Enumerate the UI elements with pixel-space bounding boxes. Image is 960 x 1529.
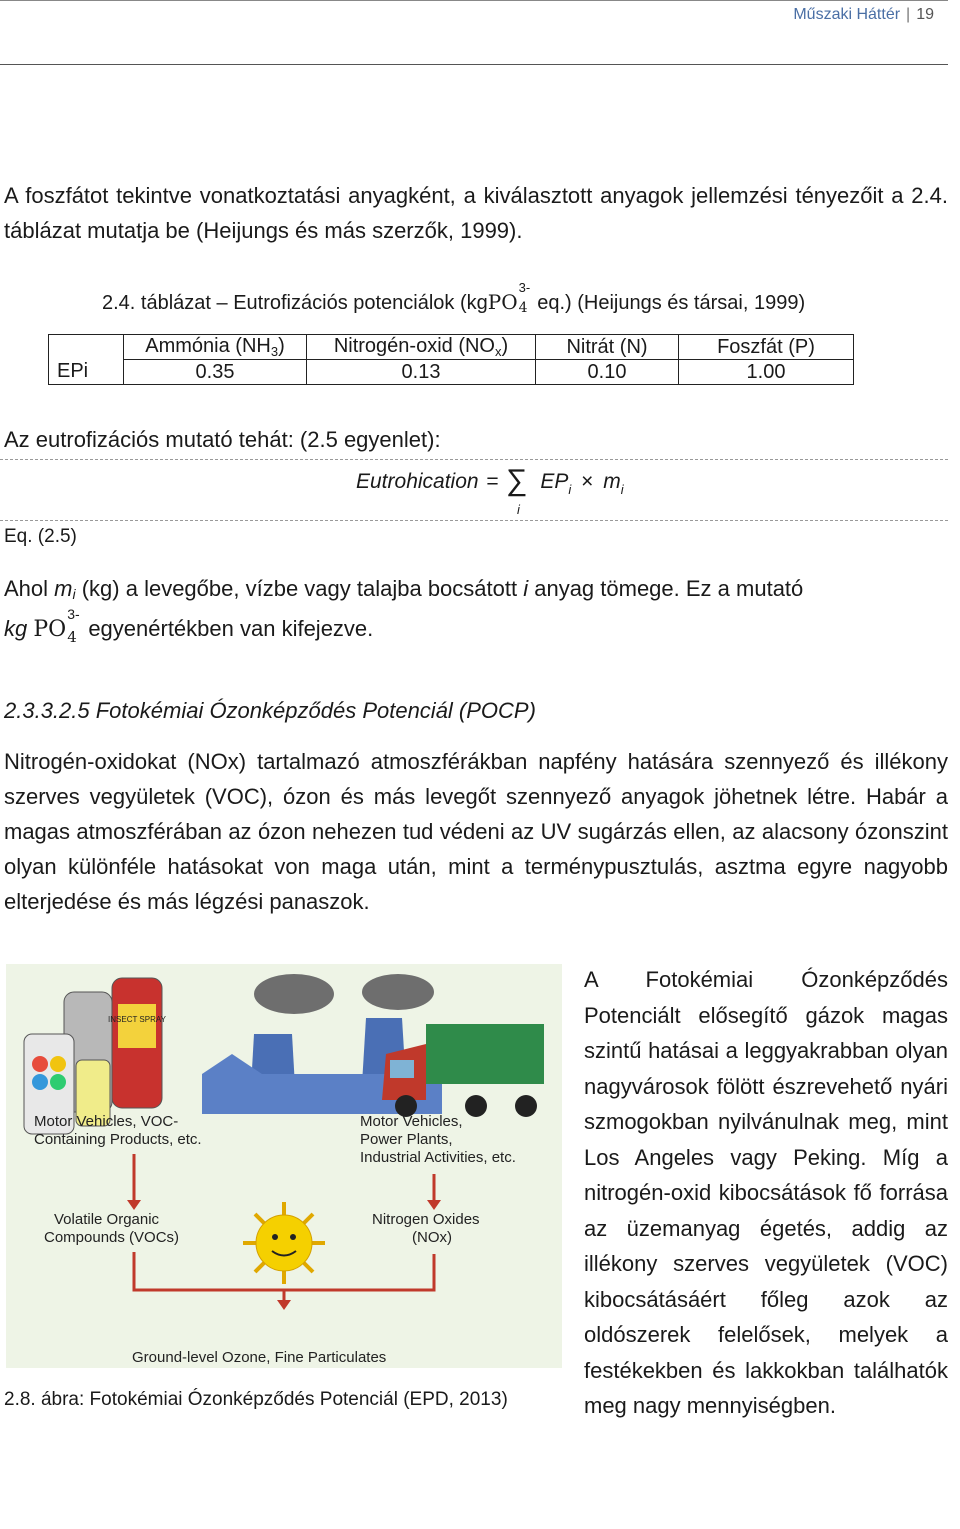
caption-text: 2.4. táblázat – Eutrofizációs potenciálok (kg: [102, 292, 488, 314]
fig-nox-2: (NOx): [412, 1229, 452, 1246]
fig-label-right-3: Industrial Activities, etc.: [360, 1149, 516, 1166]
fig-label-right-1: Motor Vehicles,: [360, 1113, 463, 1130]
pocp-figure: [6, 964, 562, 1368]
caption-post: eq.) (Heijungs és társai, 1999): [531, 292, 806, 314]
fig-bottom-label: Ground-level Ozone, Fine Particulates: [132, 1349, 387, 1366]
table-header-cell: Ammónia $(NH_3)$: [124, 335, 307, 360]
equation: [356, 470, 624, 497]
header-section: Műszaki Háttér: [793, 6, 901, 23]
equation-bottom-rule: [0, 520, 948, 521]
eq-sub2: i: [620, 482, 624, 497]
header-bottom-rule: [0, 64, 948, 65]
equation-label: Eq. (2.5): [4, 526, 77, 547]
fig-label-right-2: Power Plants,: [360, 1131, 453, 1148]
after-eq-line2: kg PO 3- 4 egyenértékben van kifejezve.: [4, 606, 374, 647]
right-column-paragraph: A Fotokémiai Ózonképződés Potenciált elősegítő gázok magas szintű hatásai a leggyakrabban olyan nagyvárosok fölött észrevehető nyári szmogokban nyilvánulnak meg, mint Los Angeles vagy Peking. Míg a nitrogén-oxid kibocsátások fő forrása az üzemanyag égetés, addig az illékony szerves vegyületek (VOC) kibocsátásáért főleg azok az oldószerek felelősek, melyek a festékekben és lakkokban találhatók meg nagy mennyiségben.: [584, 967, 948, 1418]
table-header-cell: Nitrogén-oxid $(NO_x)$: [307, 335, 536, 360]
table-cell: 0.10: [536, 360, 679, 385]
pocp-illustration: [6, 964, 562, 1368]
page-number: 19: [916, 6, 934, 23]
caption-ion: [518, 279, 532, 316]
running-header: [793, 6, 934, 24]
caption-sub: 4: [518, 299, 528, 316]
section-heading: 2.3.3.2.5 Fotokémiai Ózonképződés Potenciál (POCP): [4, 698, 536, 723]
table-header-row: [49, 335, 854, 360]
svg-text:INSECT SPRAY: INSECT SPRAY: [108, 1015, 166, 1024]
table-row: [49, 360, 854, 385]
eq-sub1: i: [568, 482, 572, 497]
eq-term1: EP: [540, 470, 569, 493]
eq-equals: =: [486, 470, 499, 493]
figure-caption: 2.8. ábra: Fotokémiai Ózonképződés Potenciál (EPD, 2013): [4, 1389, 508, 1410]
eq-sigma: ∑: [506, 464, 528, 497]
table-corner-cell: [49, 335, 124, 360]
header-separator: |: [906, 6, 911, 23]
fig-label-left-2: Containing Products, etc.: [34, 1131, 202, 1148]
caption-chem: PO: [487, 290, 518, 314]
equation-top-rule: [0, 459, 948, 460]
fig-voc-1: Volatile Organic: [54, 1211, 160, 1228]
table-header-cell: Foszfát (P): [679, 335, 854, 360]
body-paragraph: Nitrogén-oxidokat (NOx) tartalmazó atmoszférákban napfény hatására szennyező és illékony szerves vegyületek (VOC), ózon és más levegőt szennyező anyagok jöhetnek létre. Habár a magas atmoszférában az ózon nehezen tud védeni az UV sugárzás ellen, az alacsony ózonszint olyan különféle hatásokat von maga után, mint a terménypusztulás, asztma egyre nagyobb elterjedése és más légzési panaszok.: [4, 749, 948, 914]
eq-lhs: Eutrohication: [356, 470, 479, 493]
table-row-label: EPi: [49, 360, 124, 385]
sun-icon: [243, 1202, 325, 1284]
fig-label-left-1: Motor Vehicles, VOC-: [34, 1113, 179, 1130]
eq-term2: m: [603, 470, 621, 493]
header-top-rule: [0, 0, 948, 1]
after-eq-line1: Ahol mi (kg) a levegőbe, vízbe vagy talajba bocsátott i anyag tömege. Ez a mutató: [4, 576, 804, 602]
table-cell: 0.13: [307, 360, 536, 385]
eq-times: ×: [581, 470, 594, 493]
caption-sup: 3-: [518, 279, 531, 295]
table-cell: 0.35: [124, 360, 307, 385]
fig-voc-2: Compounds (VOCs): [44, 1229, 180, 1246]
fig-nox-1: Nitrogen Oxides: [372, 1211, 480, 1228]
table-cell: 1.00: [679, 360, 854, 385]
table-caption: [102, 279, 806, 316]
equation-intro: Az eutrofizációs mutató tehát: (2.5 egyenlet):: [4, 427, 441, 452]
eq-sum-index: i: [517, 502, 520, 517]
intro-paragraph: A foszfátot tekintve vonatkoztatási anyagként, a kiválasztott anyagok jellemzési tényezőit a 2.4. táblázat mutatja be (Heijungs és más szerzők, 1999).: [4, 183, 948, 243]
table-header-cell: Nitrát (N): [536, 335, 679, 360]
eutrophication-table: [48, 334, 854, 385]
